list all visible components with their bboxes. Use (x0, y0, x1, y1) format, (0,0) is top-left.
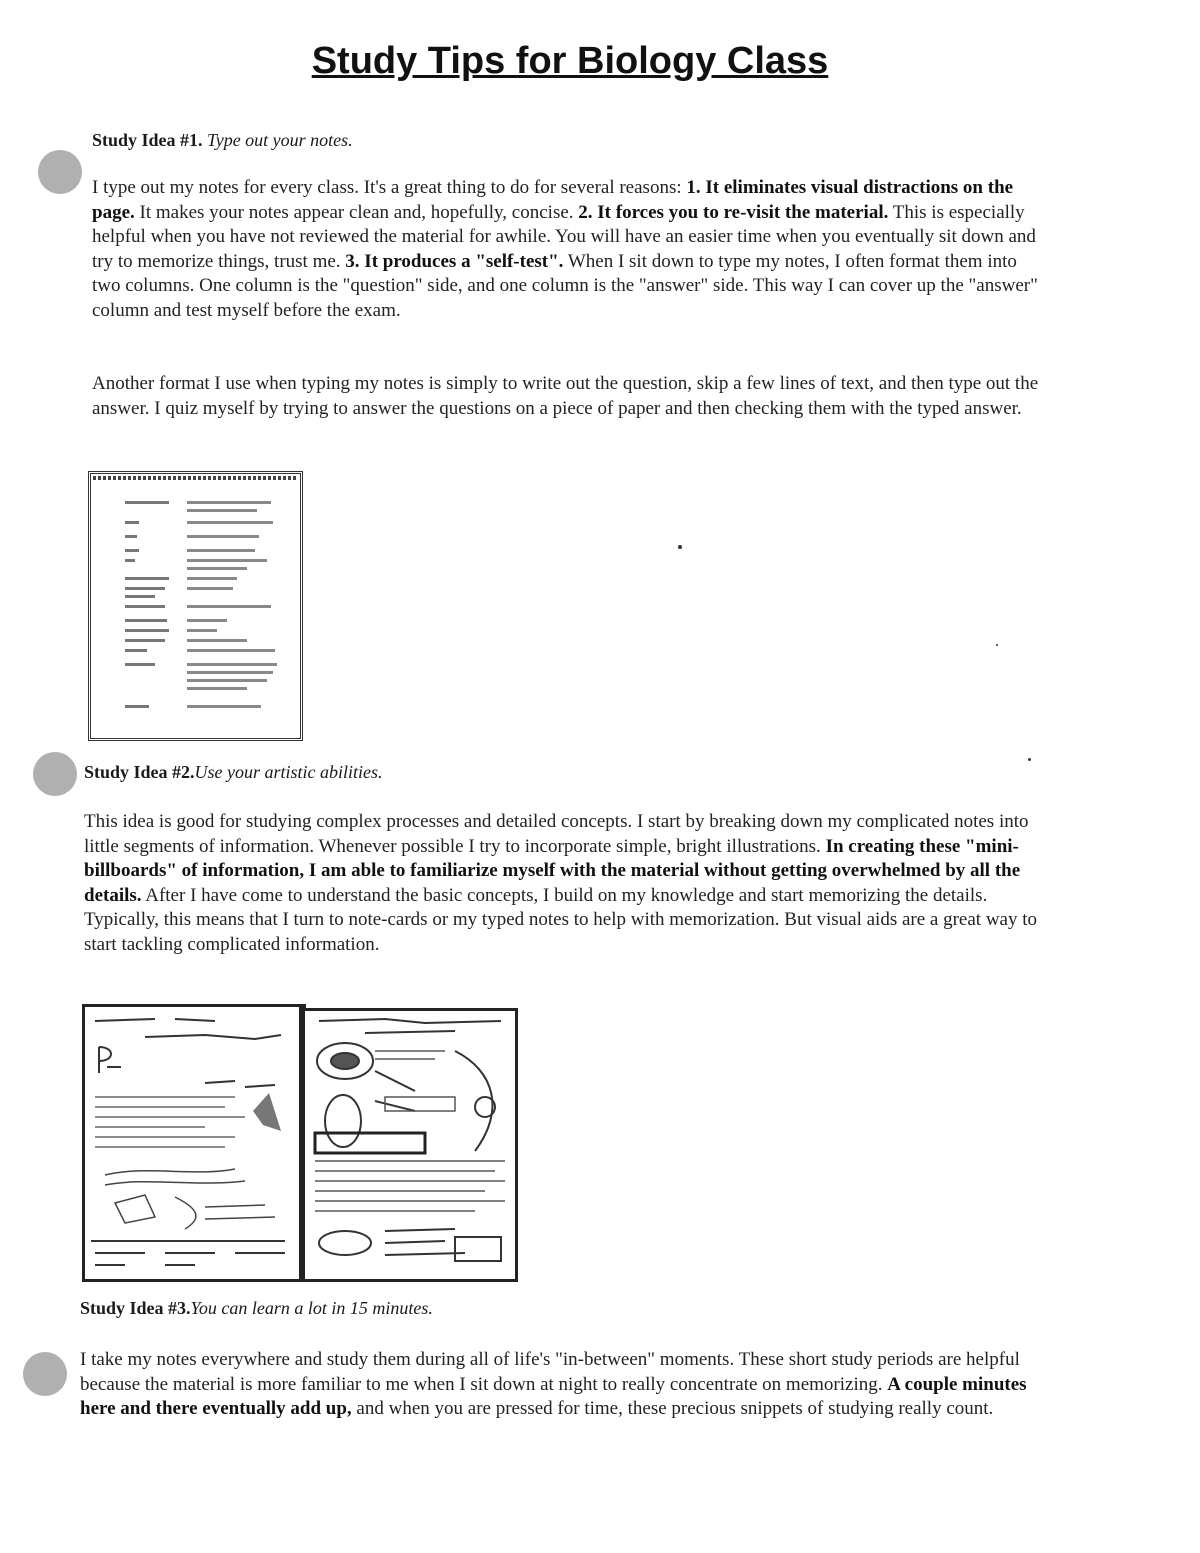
text-run: This is especially helpful when you have not reviewed the material for awhile. You will have an easier time when you eventually sit down and try to memorize things, trust me. (92, 201, 1036, 272)
text-run: I take my notes everywhere and study them during all of life's "in-between" moments. These short study periods are helpful because the material is more familiar to me when I sit down at night to really concentrate on memorizing. (80, 1349, 1020, 1395)
text-run: After I have come to understand the basic concepts, I build on my knowledge and start memorizing the details. Typically, this means that I turn to note-cards or my typed notes to help with memorization. But visual aids are a great way to start tackling complicated information. (84, 884, 1038, 955)
passive-vs-active-transport-sketch-icon (82, 1004, 302, 1282)
text-run: It makes your notes appear clean and, hopefully, concise. (134, 201, 579, 223)
bold-run: A couple minutes here and there eventually add up, (80, 1373, 1027, 1419)
bold-run: In creating these "mini-billboards" of information, I am able to familiarize myself with the material without getting overwhelmed by all the details. (84, 835, 1021, 906)
idea-3-paragraph-1 (80, 1348, 1045, 1422)
bold-run: 3. It produces a "self-test". (345, 250, 564, 272)
cell-transport-diagram-sketch-icon (302, 1008, 518, 1282)
idea-1-label: Study Idea #1. (92, 130, 203, 150)
page-title: Study Tips for Biology Class (311, 40, 829, 82)
scan-speck (1028, 758, 1031, 761)
text-run: This idea is good for studying complex processes and detailed concepts. I start by breaking down my complicated notes into little segments of information. Whenever possible I try to incorporate simple, bright illustrations. (84, 811, 1029, 857)
idea-3-subtitle: You can learn a lot in 15 minutes. (190, 1298, 433, 1318)
idea-3-label: Study Idea #3. (80, 1298, 191, 1318)
text-run: I type out my notes for every class. It's a great thing to do for several reasons: (92, 177, 687, 198)
text-run: When I sit down to type my notes, I often format them into two columns. One column is the "question" side, and one column is the "answer" side. This way I can cover up the "answer" column and test myself before the exam. (92, 250, 1038, 321)
idea-1-heading (92, 130, 353, 151)
idea-3-heading (80, 1298, 433, 1319)
punch-hole-top (38, 150, 82, 194)
typed-notes-two-column-icon (88, 471, 303, 741)
idea-2-heading (84, 762, 383, 783)
scan-speck (996, 644, 998, 646)
bold-run: 2. It forces you to re-visit the material. (578, 201, 889, 223)
idea-2-subtitle: Use your artistic abilities. (194, 762, 383, 782)
punch-hole-middle (33, 752, 77, 796)
punch-hole-bottom (23, 1352, 67, 1396)
text-run: Another format I use when typing my notes is simply to write out the question, skip a few lines of text, and then type out the answer. I quiz myself by trying to answer the questions on a piece of paper and then checking them with the typed answer. (92, 373, 1039, 419)
idea-1-subtitle: Type out your notes. (207, 130, 353, 150)
idea-2-label: Study Idea #2. (84, 762, 195, 782)
idea-1-paragraph-1 (92, 176, 1047, 323)
idea-1-paragraph-2 (92, 372, 1047, 421)
bold-run: 1. It eliminates visual distractions on the page. (92, 177, 1014, 223)
idea-2-paragraph-1 (84, 810, 1039, 957)
notes-top-border (93, 476, 298, 480)
text-run: and when you are pressed for time, these precious snippets of studying really count. (351, 1398, 994, 1419)
scan-speck (678, 545, 682, 549)
